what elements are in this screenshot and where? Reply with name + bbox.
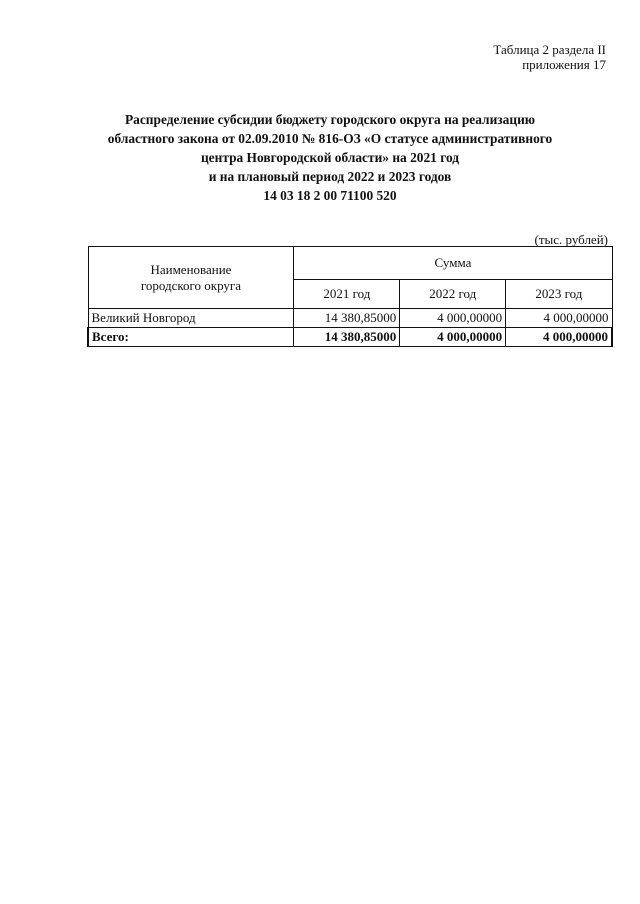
title-line: Распределение субсидии бюджету городского округа на реализацию	[124, 112, 536, 127]
header-district-name	[88, 247, 294, 309]
table-total-row	[88, 328, 612, 347]
units-label: (тыс. рублей)	[534, 232, 608, 247]
header-year-2022: 2022 год	[400, 280, 506, 309]
subsidy-distribution-table	[87, 246, 613, 347]
total-2023-cell: 4 000,00000	[506, 328, 612, 347]
table-row	[88, 309, 612, 328]
table-reference-note	[493, 42, 606, 72]
district-name-cell: Великий Новгород	[88, 309, 294, 328]
appendix-reference-line: приложения 17	[522, 57, 606, 72]
header-year-2021: 2021 год	[294, 280, 400, 309]
amount-2022-cell: 4 000,00000	[400, 309, 506, 328]
total-2022-cell: 4 000,00000	[400, 328, 506, 347]
header-year-2023: 2023 год	[506, 280, 612, 309]
table-header-row	[88, 247, 612, 280]
table-reference-line: Таблица 2 раздела II	[493, 42, 606, 57]
total-2021-cell: 14 380,85000	[294, 328, 400, 347]
title-line: центра Новгородской области» на 2021 год	[200, 150, 460, 165]
title-line: областного закона от 02.09.2010 № 816-ОЗ «О статусе административного	[107, 131, 553, 146]
total-label-cell: Всего:	[88, 328, 294, 347]
header-name-line: Наименование	[150, 261, 232, 277]
title-line: и на плановый период 2022 и 2023 годов	[208, 169, 452, 184]
document-title	[80, 110, 580, 205]
header-name-line: городского округа	[140, 277, 242, 293]
amount-2021-cell: 14 380,85000	[294, 309, 400, 328]
header-sum: Сумма	[294, 247, 612, 280]
budget-classification-code: 14 03 18 2 00 71100 520	[263, 188, 397, 203]
amount-2023-cell: 4 000,00000	[506, 309, 612, 328]
